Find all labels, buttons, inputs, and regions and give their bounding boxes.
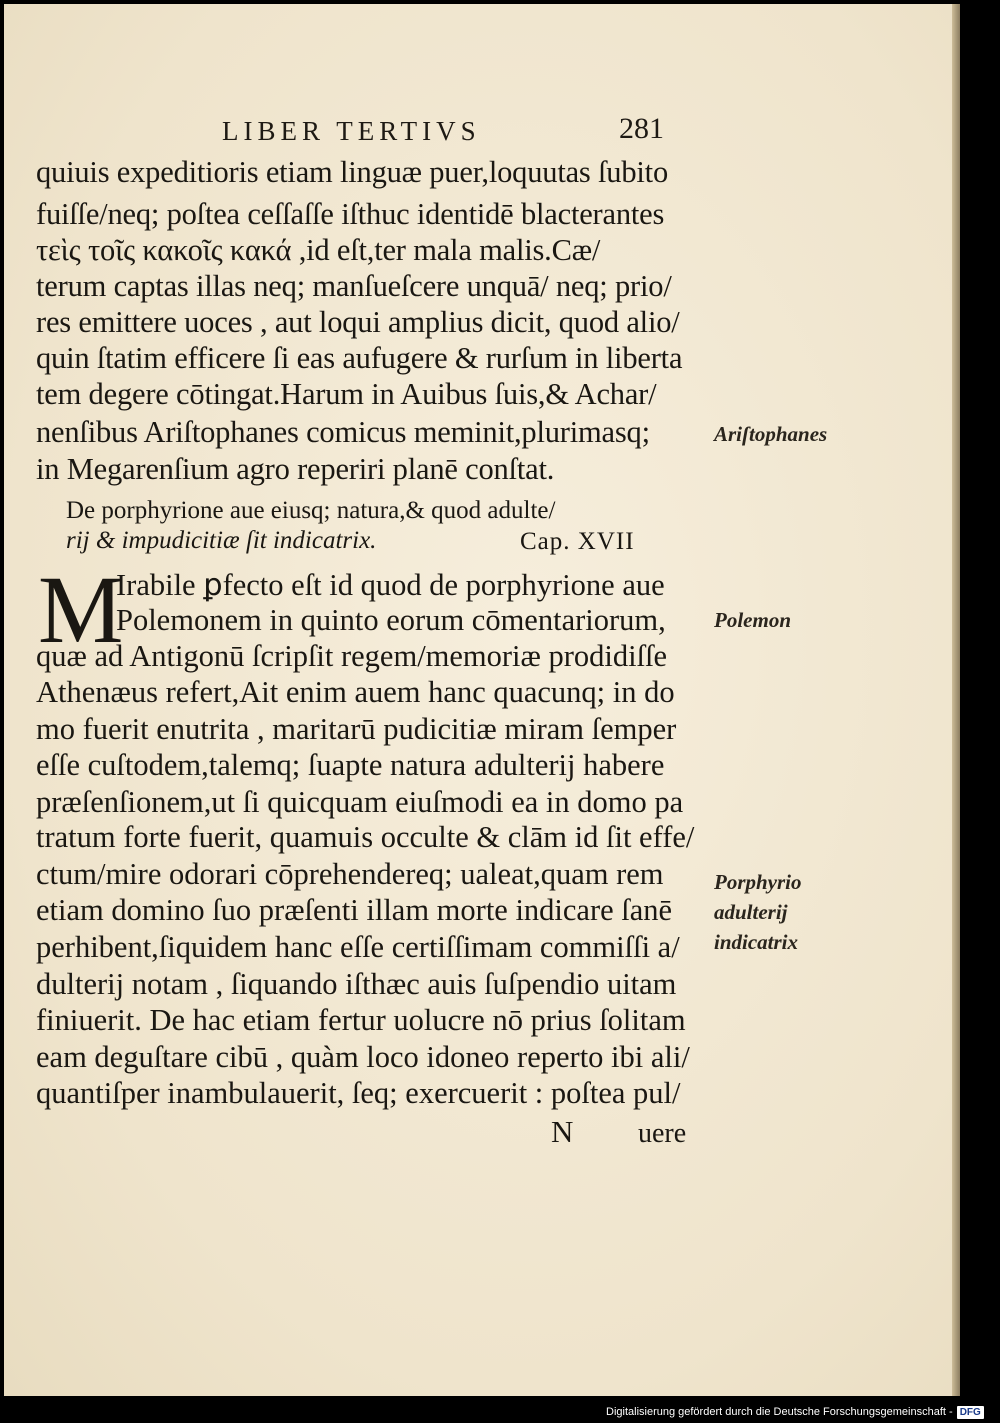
text-line: terum captas illas neq; manſueſcere unquā/ neq; prio/ bbox=[36, 269, 672, 303]
text-line: ctum/mire odorari cōprehendereq; ualeat,quam rem bbox=[36, 857, 664, 891]
text-line: perhibent,ſiquidem hanc eſſe certiſſimam commiſſi a/ bbox=[36, 930, 680, 964]
text-line: tratum forte fuerit, quamuis occulte & clām id ſit effe/ bbox=[36, 820, 695, 854]
text-line: eam deguſtare cibū , quàm loco idoneo reperto ibi ali/ bbox=[36, 1040, 690, 1074]
marginal-note-indicatrix: indicatrix bbox=[714, 930, 799, 954]
marginal-note-porphyrio: Porphyrio bbox=[714, 870, 802, 894]
chapter-heading-line-2: rij & impudicitiæ ſit indicatrix. bbox=[66, 527, 377, 554]
footer-text: Digitalisierung gefördert durch die Deutsche Forschungsgemeinschaft - bbox=[606, 1406, 953, 1418]
marginal-note-adulterij: adulterij bbox=[714, 900, 788, 924]
page-edge bbox=[952, 4, 960, 1396]
dfg-logo-icon: DFG bbox=[957, 1406, 984, 1419]
text-line: quin ſtatim efficere ſi eas aufugere & rurſum in liberta bbox=[36, 341, 683, 375]
chapter-heading-line-1: De porphyrione aue eiusq; natura,& quod adulte/ bbox=[66, 497, 556, 524]
signature-mark: N bbox=[551, 1114, 574, 1149]
catchword: uere bbox=[638, 1118, 687, 1149]
marginal-note-polemon: Polemon bbox=[714, 608, 791, 632]
text-line: dulterij notam , ſiquando iſthæc auis ſuſpendio uitam bbox=[36, 967, 677, 1001]
text-line: finiuerit. De hac etiam fertur uolucre nō prius ſolitam bbox=[36, 1003, 686, 1037]
text-line: Polemonem in quinto eorum cōmentariorum, bbox=[116, 603, 666, 637]
text-line: fuiſſe/neq; poſtea ceſſaſſe iſthuc identidē blacterantes bbox=[36, 197, 665, 231]
text-line: τεὶς τοῖς κακοῖς κακά ,id eſt,ter mala malis.Cæ/ bbox=[36, 233, 601, 267]
text-line: mo fuerit enutrita , maritarū pudicitiæ miram ſemper bbox=[36, 712, 677, 746]
drop-cap: M bbox=[38, 556, 124, 663]
marginal-note-aristophanes: Ariſtophanes bbox=[714, 422, 828, 446]
text-line: in Megarenſium agro reperiri planē conſtat. bbox=[36, 452, 555, 486]
digitization-footer bbox=[606, 1404, 984, 1420]
text-line: Athenæus refert,Ait enim auem hanc quacunq; in do bbox=[36, 675, 675, 709]
text-line: quiuis expeditioris etiam linguæ puer,loquutas ſubito bbox=[36, 155, 668, 189]
text-line: tem degere cōtingat.Harum in Auibus ſuis,& Achar/ bbox=[36, 377, 657, 411]
page-number: 281 bbox=[619, 112, 664, 145]
chapter-label: Cap. XVII bbox=[520, 528, 635, 555]
text-line: Irabile ꝑfecto eſt id quod de porphyrione aue bbox=[116, 568, 665, 602]
text-line: res emittere uoces , aut loqui amplius dicit, quod alio/ bbox=[36, 305, 680, 339]
text-line: quantiſper inambulauerit, ſeq; exercuerit : poſtea pul/ bbox=[36, 1076, 681, 1110]
running-head: LIBER TERTIVS bbox=[222, 116, 481, 146]
book-page bbox=[4, 4, 954, 1396]
text-line: etiam domino ſuo præſenti illam morte indicare ſanē bbox=[36, 893, 673, 927]
text-line: eſſe cuſtodem,talemq; ſuapte natura adulterij habere bbox=[36, 748, 665, 782]
text-line: nenſibus Ariſtophanes comicus meminit,plurimasq; bbox=[36, 415, 650, 449]
text-line: quæ ad Antigonū ſcripſit regem/memoriæ prodidiſſe bbox=[36, 639, 668, 673]
text-line: præſenſionem,ut ſi quicquam eiuſmodi ea in domo pa bbox=[36, 785, 684, 819]
